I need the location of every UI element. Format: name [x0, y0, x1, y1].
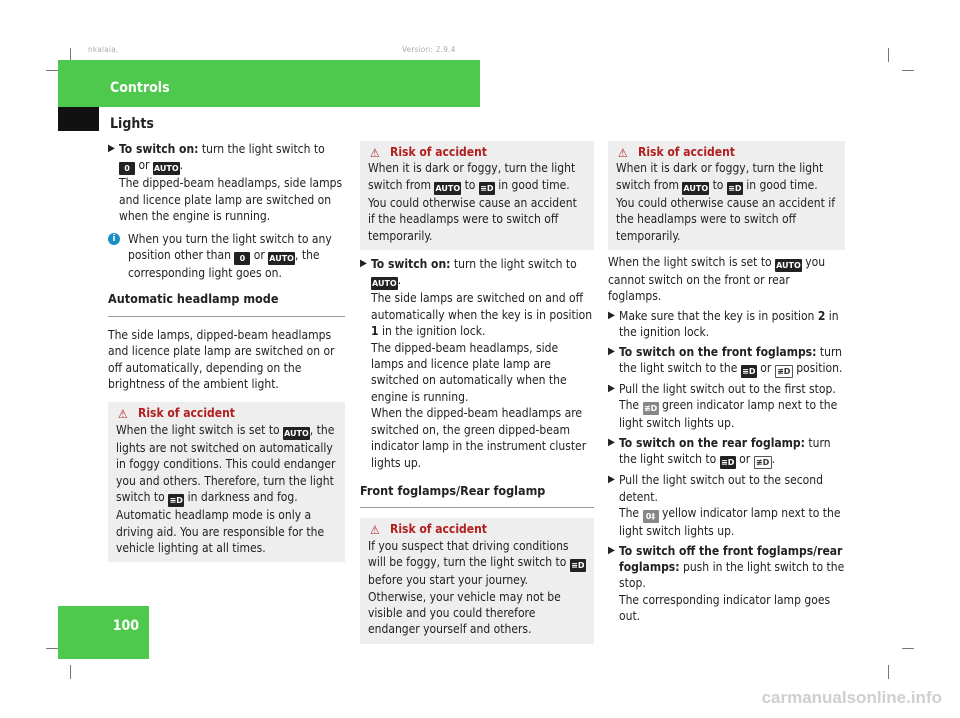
auto-symbol-icon: AUTO	[683, 183, 709, 193]
info-note: i When you turn the light switch to any position other than 0 or AUTO, the corresponding light goes on.	[108, 231, 345, 282]
auto-symbol-icon: AUTO	[435, 183, 461, 193]
arrow-icon: ▶	[608, 544, 615, 556]
page-heading: Lights	[110, 116, 154, 132]
zero-symbol-icon: 0	[119, 162, 135, 175]
warning-box: ⚠ Risk of accident When it is dark or foggy, turn the light switch from AUTO to ≡D in good time. You could otherwise cause an accident if the headlamps were to switch off temporarily.	[608, 141, 845, 250]
column-3: ⚠ Risk of accident When it is dark or foggy, turn the light switch from AUTO to ≡D in good time. You could otherwise cause an accident if the headlamps were to switch off temporarily. When the light switch is set to AUTO you cannot switch on the front or rear foglamps. ▶ Make sure that the key is in position 2 in the ignition lock. ▶ To switch on the front foglamps: turn the light switch to the ≡D or ≢D position. ▶ Pull the light switch out to the first stop. The ≢D green indicator lamp next to the light switch lights up. ▶ To switch on the rear foglamp: turn the light switch to ≡D or ≢D . ▶ Pull the light switch out to the second detent. The 0‡ yellow indicator lamp next to the light switch lights up. ▶ To switch off the front foglamps/rear foglamps: push in the light switch to the stop. The corresponding indicator lamp goes out.	[608, 141, 845, 625]
auto-mode-paragraph: The side lamps, dipped-beam headlamps and licence plate lamp are switched on or off automatically, depending on the brightness of the ambient light.	[108, 327, 335, 392]
meta-version: Version: 2.9.4	[402, 45, 456, 54]
arrow-icon: ▶	[360, 258, 367, 270]
info-icon: i	[108, 233, 120, 245]
warning-box: ⚠ Risk of accident When the light switch is set to AUTO, the lights are not switched on automatically in foggy conditions. This could endanger you and others. Therefore, turn the light switch to ≡D in darkness and fog. Automatic headlamp mode is only a driving aid. You are responsible for the vehicle lighting at all times.	[108, 402, 345, 562]
page-number-box	[58, 606, 149, 659]
meta-left: nkalaia,	[88, 45, 119, 54]
auto-symbol-icon: AUTO	[153, 164, 179, 174]
foglamp-icon: ≢D	[775, 365, 793, 378]
page-tab	[58, 107, 99, 131]
auto-symbol-icon: AUTO	[372, 279, 397, 289]
rear-foglamp-indicator-icon: 0‡	[643, 510, 659, 523]
crop-mark	[888, 665, 889, 679]
crop-mark	[70, 665, 71, 679]
dipped-beam-icon: ≡D	[742, 367, 756, 377]
page-number: 100	[112, 618, 139, 634]
arrow-icon: ▶	[608, 383, 615, 395]
watermark-footer: carmanualsonline.info	[761, 688, 942, 707]
warning-triangle-icon: ⚠	[118, 407, 128, 422]
warning-triangle-icon: ⚠	[618, 146, 628, 160]
front-foglamp-indicator-icon: ≢D	[643, 404, 658, 414]
arrow-icon: ▶	[608, 345, 615, 357]
warning-triangle-icon: ⚠	[370, 523, 380, 538]
warning-box: ⚠ Risk of accident When it is dark or foggy, turn the light switch from AUTO to ≡D in good time. You could otherwise cause an accident if the headlamps were to switch off temporarily.	[360, 141, 594, 250]
auto-symbol-icon: AUTO	[776, 261, 801, 271]
auto-symbol-icon: AUTO	[284, 428, 309, 438]
warning-triangle-icon: ⚠	[370, 146, 380, 160]
crop-mark	[902, 648, 914, 649]
crop-mark	[888, 48, 889, 62]
step-description: The dipped-beam headlamps, side lamps and licence plate lamp are switched on when the engine is running.	[119, 176, 343, 224]
step-switch-on: ▶ To switch on: turn the light switch to AUTO.	[360, 257, 577, 289]
foglamp-icon: ≢D	[754, 456, 772, 469]
subheading-auto-mode: Automatic headlamp mode	[108, 291, 345, 316]
column-2: ⚠ Risk of accident When it is dark or foggy, turn the light switch from AUTO to ≡D in good time. You could otherwise cause an accident if the headlamps were to switch off temporarily. ▶ To switch on: turn the light switch to AUTO. The side lamps are switched on and off automatically when the key is in position 1 in the ignition lock. The dipped-beam headlamps, side lamps and licence plate lamp are switched on automatically when the engine is running. When the dipped-beam headlamps are switched on, the green dipped-beam indicator lamp in the instrument cluster lights up. Front foglamps/Rear foglamp ⚠ Risk of accident If you suspect that driving conditions will be foggy, turn the light switch to ≡D before you start your journey. Otherwise, your vehicle may not be visible and you could therefore endanger yourself and others.	[360, 141, 594, 644]
dipped-beam-icon: ≡D	[721, 458, 735, 468]
dipped-beam-icon: ≡D	[480, 183, 494, 193]
zero-symbol-icon: 0	[234, 252, 250, 265]
section-title: Controls	[110, 80, 170, 96]
crop-mark	[46, 648, 58, 649]
arrow-icon: ▶	[608, 474, 615, 486]
step-switch-on: ▶ To switch on: turn the light switch to 0 or AUTO.	[108, 142, 325, 174]
column-1	[108, 141, 345, 562]
dipped-beam-icon: ≡D	[728, 183, 742, 193]
subheading-foglamps: Front foglamps/Rear foglamp	[360, 483, 594, 508]
arrow-icon: ▶	[608, 436, 615, 448]
crop-mark	[46, 70, 58, 71]
arrow-icon: ▶	[108, 143, 115, 154]
arrow-icon: ▶	[608, 309, 615, 321]
dipped-beam-icon: ≡D	[169, 496, 183, 506]
warning-box: ⚠ Risk of accident If you suspect that driving conditions will be foggy, turn the light switch to ≡D before you start your journey. Otherwise, your vehicle may not be visible and you could therefore endanger yourself and others.	[360, 518, 594, 643]
auto-symbol-icon: AUTO	[269, 254, 294, 264]
dipped-beam-icon: ≡D	[571, 561, 585, 571]
crop-mark	[902, 70, 914, 71]
